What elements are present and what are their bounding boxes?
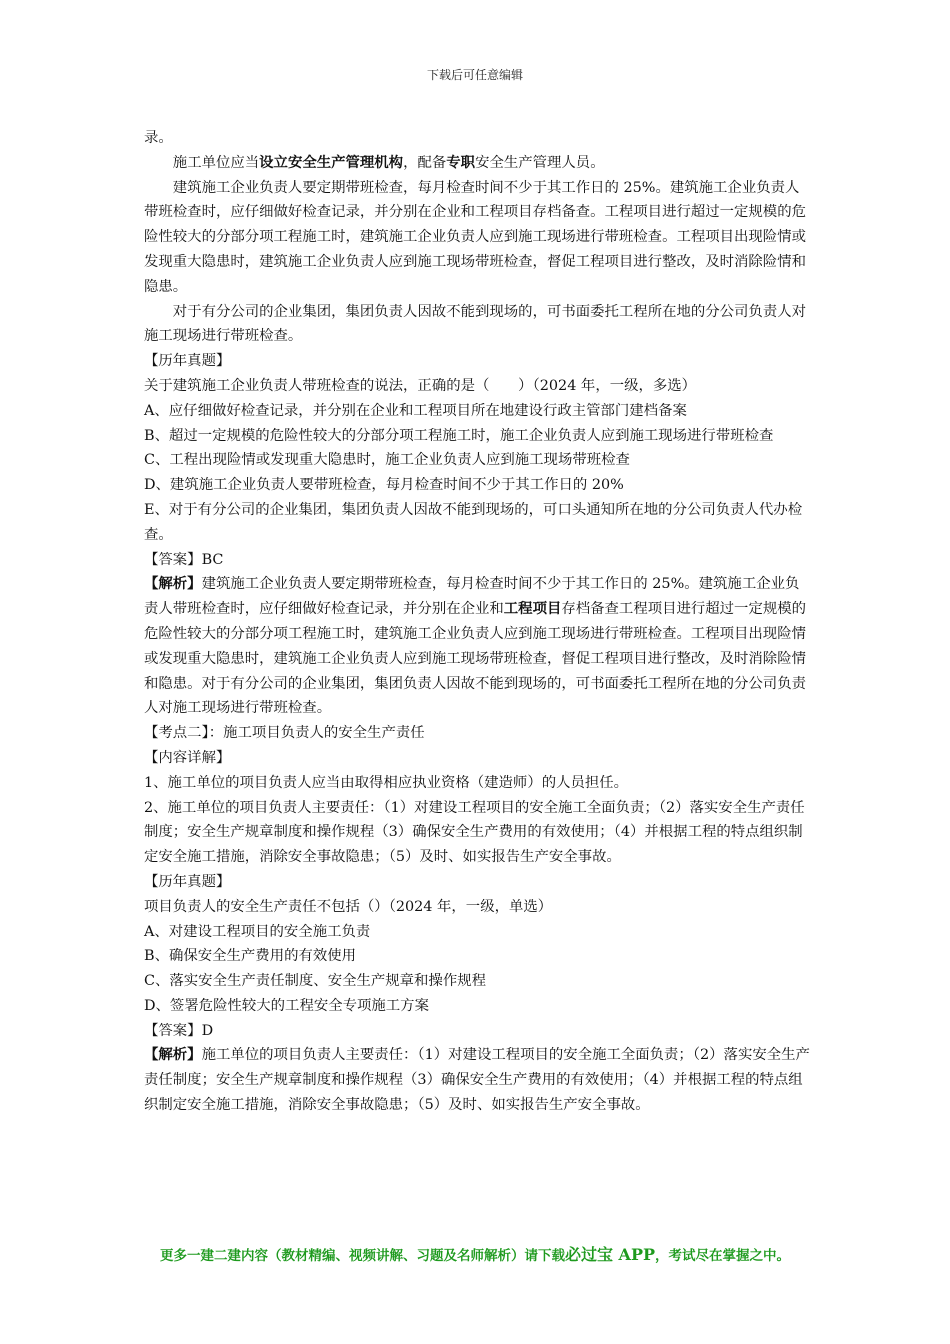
option-e: E、对于有分公司的企业集团，集团负责人因故不能到现场的，可口头通知所在地的分公司负责人代办检查。 <box>144 501 803 543</box>
footer-app-name: 必过宝 APP <box>564 1245 656 1264</box>
footer-text: 更多一建二建内容（教材精编、视频讲解、习题及名师解析）请下载 <box>159 1248 565 1264</box>
footer-text: ，考试尽在掌握之中。 <box>655 1248 791 1264</box>
option-a: A、对建设工程项目的安全施工负责 <box>144 923 371 940</box>
option-b: B、超过一定规模的危险性较大的分部分项工程施工时，施工企业负责人应到施工现场进行带班检查 <box>144 427 774 444</box>
paragraph-branch-company: 对于有分公司的企业集团，集团负责人因故不能到现场的，可书面委托工程所在地的分公司负责人对施工现场进行带班检查。 <box>144 303 806 345</box>
option-d: D、签署危险性较大的工程安全专项施工方案 <box>144 997 429 1014</box>
text-run: 施工单位应当 <box>172 154 260 171</box>
content-detail-heading: 【内容详解】 <box>144 749 231 766</box>
explanation-tag: 【解析】 <box>144 575 202 593</box>
section-heading-kd2: 【考点二】：施工项目负责人的安全生产责任 <box>144 725 425 742</box>
detail-item-1: 1、施工单位的项目负责人应当由取得相应执业资格（建造师）的人员担任。 <box>144 774 629 791</box>
text-run: ，配备 <box>403 154 447 171</box>
paragraph-continuation: 录。 <box>144 130 173 146</box>
explanation <box>144 572 812 721</box>
explanation <box>144 1043 812 1117</box>
paragraph-shift-inspection: 建筑施工企业负责人要定期带班检查，每月检查时间不少于其工作日的 25%。建筑施工企业负责人带班检查时，应仔细做好检查记录，并分别在企业和工程项目存档备查。工程项目进行超过一定规模的危险性较大的分部分项工程施工时，建筑施工企业负责人应到施工现场进行带班检查。工程项目出现险情或发现重大隐患时，建筑施工企业负责人应到施工现场带班检查，督促工程项目进行整改，及时消除险情和隐患。 <box>144 179 806 295</box>
option-b: B、确保安全生产费用的有效使用 <box>144 948 357 965</box>
option-c: C、落实安全生产责任制度、安全生产规章和操作规程 <box>144 973 486 990</box>
past-exam-heading: 【历年真题】 <box>144 873 231 890</box>
question-stem: 项目负责人的安全生产责任不包括（）（2024 年，一级，单选） <box>144 898 553 915</box>
option-a: A、应仔细做好检查记录，并分别在企业和工程项目所在地建设行政主管部门建档备案 <box>144 402 687 419</box>
bold-text: 专职 <box>446 153 476 171</box>
text-run: 存档备查工程项目进行超过一定规模的危险性较大的分部分项工程施工时，建筑施工企业负责人应到施工现场进行带班检查。工程项目出现险情或发现重大隐患时，建筑施工企业负责人应到施工现场带班检查，督促工程项目进行整改，及时消除险情和隐患。对于有分公司的企业集团，集团负责人因故不能到现场的，可书面委托工程所在地的分公司负责人对施工现场进行带班检查。 <box>144 601 807 717</box>
text-run: 施工单位的项目负责人主要责任：（1）对建设工程项目的安全施工全面负责；（2）落实安全生产责任制度；安全生产规章制度和操作规程（3）确保安全生产费用的有效使用；（4）并根据工程的特点组织制定安全施工措施，消除安全事故隐患；（5）及时、如实报告生产安全事故。 <box>144 1047 810 1114</box>
option-c: C、工程出现险情或发现重大隐患时，施工企业负责人应到施工现场带班检查 <box>144 452 630 469</box>
answer: 【答案】BC <box>144 551 224 568</box>
text-run: 安全生产管理人员。 <box>475 154 605 171</box>
text-run: 建筑施工企业负责人要定期带班检查，每月检查时间不少于其工作日的 25%。建筑施工企业负责人带班检查时，应仔细做好检查记录，并分别在企业和 <box>144 576 800 618</box>
answer: 【答案】D <box>144 1022 214 1039</box>
question-stem: 关于建筑施工企业负责人带班检查的说法，正确的是（ ）（2024 年，一级，多选） <box>144 377 697 394</box>
promo-footer <box>0 1242 950 1265</box>
past-exam-heading: 【历年真题】 <box>144 353 231 370</box>
bold-text: 工程项目 <box>503 600 562 618</box>
paragraph-management-agency <box>144 151 812 176</box>
explanation-tag: 【解析】 <box>144 1046 202 1064</box>
detail-item-2: 2、施工单位的项目负责人主要责任：（1）对建设工程项目的安全施工全面负责；（2）落实安全生产责任制度；安全生产规章制度和操作规程（3）确保安全生产费用的有效使用；（4）并根据工程的特点组织制定安全施工措施，消除安全事故隐患；（5）及时、如实报告生产安全事故。 <box>144 799 805 866</box>
document-body <box>144 126 812 1118</box>
bold-text: 设立安全生产管理机构 <box>259 153 404 171</box>
option-d: D、建筑施工企业负责人要带班检查，每月检查时间不少于其工作日的 20% <box>144 477 624 494</box>
page-header: 下载后可任意编辑 <box>426 68 523 82</box>
